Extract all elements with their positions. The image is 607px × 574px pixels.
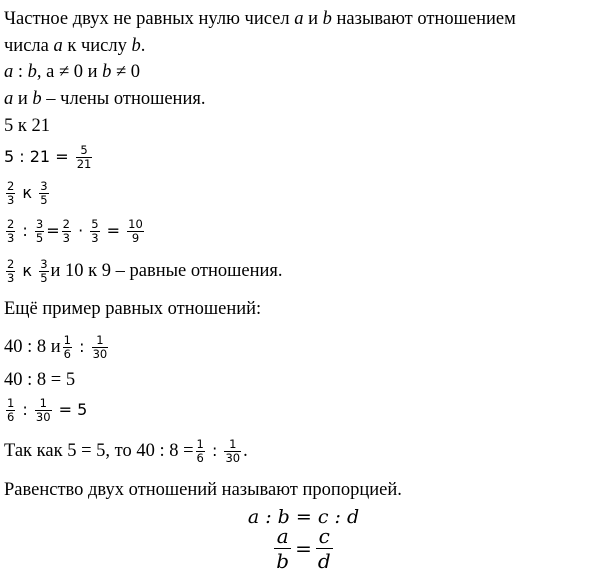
example-line-1	[4, 115, 50, 137]
numerator: 1	[96, 333, 104, 347]
denominator: 3	[7, 193, 15, 207]
var-b: b	[322, 9, 332, 29]
fraction	[196, 438, 205, 465]
denominator: 6	[63, 347, 71, 361]
var-b: b	[32, 89, 42, 109]
operator: :	[79, 337, 85, 356]
fraction	[6, 180, 15, 207]
numerator: 2	[7, 257, 15, 271]
operator: =	[106, 221, 121, 240]
text-fragment: 40 : 8 = 5	[4, 370, 76, 390]
numerator: 5	[91, 217, 99, 231]
proportion-definition	[4, 479, 402, 501]
denominator: d	[317, 549, 331, 573]
numerator: 2	[7, 217, 15, 231]
text-fragment: Частное двух не равных нулю чисел	[4, 9, 290, 29]
fraction	[92, 334, 109, 361]
text-fragment: к	[22, 261, 33, 280]
fraction	[274, 524, 291, 573]
text-fragment: Так как 5 = 5, то 40 : 8 =	[4, 441, 194, 461]
numerator: 2	[7, 179, 15, 193]
var-a: a	[294, 9, 304, 29]
operator: :	[22, 400, 28, 419]
text-fragment: числа	[4, 36, 49, 56]
denominator: 30	[225, 451, 241, 465]
fraction	[6, 397, 15, 424]
example-line-2	[4, 144, 94, 171]
operator: :	[22, 221, 28, 240]
denominator: 30	[92, 347, 108, 361]
text-fragment: к	[22, 183, 33, 202]
var-a: a	[4, 62, 14, 82]
text-fragment: , a ≠ 0 и	[36, 62, 98, 82]
denominator: 30	[35, 410, 51, 424]
denominator: 3	[62, 231, 70, 245]
example-line-6	[4, 334, 110, 361]
example-line-3	[4, 180, 51, 207]
operator: ·	[78, 221, 84, 240]
operator: =	[46, 221, 60, 240]
example-line-8	[4, 397, 87, 424]
math-expression: 5 : 21 =	[4, 147, 69, 166]
fraction	[62, 218, 71, 245]
terms-line	[4, 88, 206, 110]
numerator: 1	[63, 333, 71, 347]
definition-line-2	[4, 35, 145, 57]
denominator: 3	[91, 231, 99, 245]
fraction	[76, 144, 93, 171]
definition-line-1	[4, 8, 516, 30]
fraction	[127, 218, 144, 245]
numerator: 1	[196, 437, 204, 451]
denominator: 5	[35, 231, 44, 245]
text-fragment: – члены отношения.	[46, 89, 206, 109]
operator: :	[211, 441, 218, 460]
fraction	[63, 334, 72, 361]
text-fragment: к числу	[67, 36, 127, 56]
denominator: b	[276, 549, 290, 573]
text-fragment: .	[140, 36, 146, 56]
denominator: 5	[40, 193, 48, 207]
denominator: 3	[7, 271, 15, 285]
var-b: b	[27, 62, 37, 82]
text-fragment: .	[243, 441, 248, 461]
fraction	[6, 258, 15, 285]
example-line-4	[4, 218, 146, 245]
numerator: 3	[35, 217, 44, 231]
var-a: a	[53, 36, 63, 56]
denominator: 9	[131, 231, 140, 245]
numerator: a	[276, 524, 289, 548]
denominator: 6	[196, 451, 204, 465]
denominator: 21	[76, 157, 92, 171]
denominator: 5	[40, 271, 48, 285]
proportion-fraction-formula	[0, 524, 607, 574]
math-expression: = 5	[58, 400, 88, 419]
fraction	[316, 524, 333, 573]
example-line-7	[4, 369, 75, 391]
text-fragment: и 10 к 9 – равные отношения.	[50, 261, 283, 281]
fraction	[35, 218, 44, 245]
text-fragment: называют отношением	[336, 9, 516, 29]
numerator: 3	[40, 257, 48, 271]
text-fragment: 5 к 21	[4, 116, 50, 136]
text-fragment: и	[308, 9, 319, 29]
example-line-5	[4, 258, 283, 285]
var-b: b	[102, 62, 112, 82]
numerator: c	[318, 524, 330, 548]
text-fragment: 40 : 8 и	[4, 337, 61, 357]
text-fragment: Равенство двух отношений называют пропорцией.	[4, 480, 402, 500]
fraction	[35, 397, 52, 424]
math-expression: a : b = c : d	[247, 506, 360, 528]
denominator: 3	[7, 231, 15, 245]
var-b: b	[131, 36, 141, 56]
text-fragment: :	[13, 62, 28, 82]
example-heading	[4, 298, 261, 320]
fraction	[224, 438, 241, 465]
fraction	[6, 218, 15, 245]
text-fragment: ≠ 0	[116, 62, 141, 82]
numerator: 1	[7, 396, 15, 410]
fraction	[90, 218, 99, 245]
fraction	[39, 180, 48, 207]
operator: =	[295, 536, 312, 561]
numerator: 5	[80, 143, 88, 157]
text-fragment: Ещё пример равных отношений:	[4, 299, 262, 319]
fraction	[39, 258, 48, 285]
condition-line	[4, 61, 140, 83]
numerator: 10	[128, 217, 143, 231]
numerator: 1	[39, 396, 47, 410]
var-a: a	[4, 89, 14, 109]
numerator: 2	[62, 217, 70, 231]
denominator: 6	[7, 410, 15, 424]
text-fragment: и	[17, 89, 28, 109]
conclusion-line	[4, 438, 248, 465]
numerator: 1	[229, 437, 237, 451]
numerator: 3	[40, 179, 48, 193]
